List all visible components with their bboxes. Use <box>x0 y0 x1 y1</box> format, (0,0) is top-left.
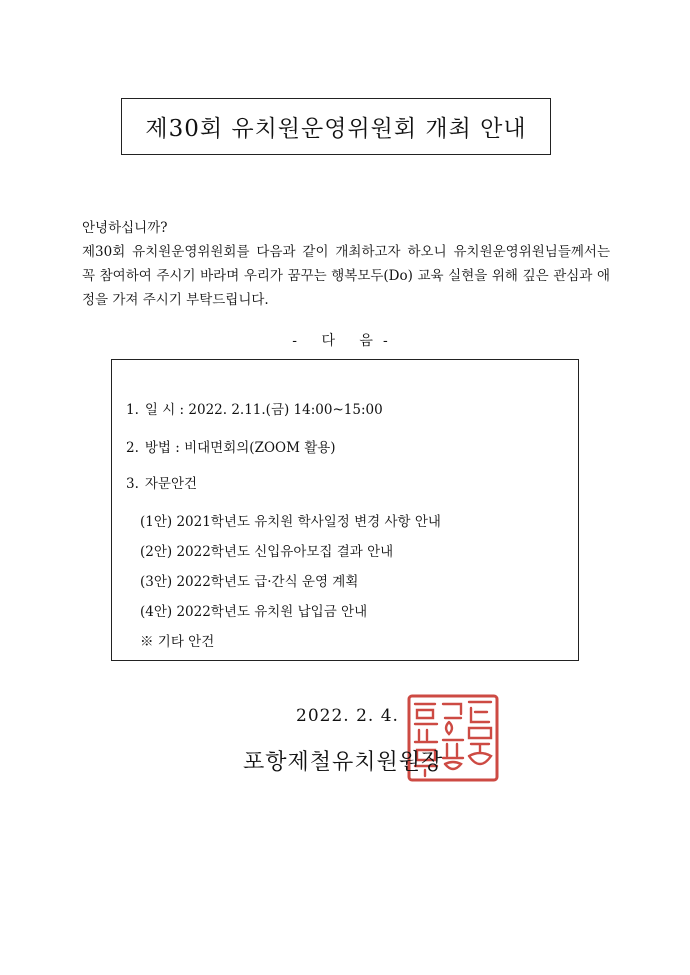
document-date: 2022. 2. 4. <box>296 706 399 726</box>
agenda-item-2: (2안) 2022학년도 신입유아모집 결과 안내 <box>140 544 394 560</box>
agenda-item-other: ※ 기타 안건 <box>140 634 215 650</box>
item-number: 2. <box>126 440 139 456</box>
item-number: 3. <box>126 476 139 492</box>
agenda-item-1: (1안) 2021학년도 유치원 학사일정 변경 사항 안내 <box>140 514 441 530</box>
agenda-item-3: (3안) 2022학년도 급·간식 운영 계획 <box>140 574 359 590</box>
details-item-agenda <box>126 472 197 492</box>
details-item-datetime <box>126 398 383 418</box>
item-text: 방법 : 비대면회의(ZOOM 활용) <box>144 440 336 456</box>
document-title-box <box>121 98 551 155</box>
item-text: 일 시 : 2022. 2.11.(금) 14:00~15:00 <box>144 402 383 418</box>
agenda-item-4: (4안) 2022학년도 유치원 납입금 안내 <box>140 604 368 620</box>
document-title: 제30회 유치원운영위원회 개최 안내 <box>145 116 527 142</box>
details-item-method <box>126 436 336 456</box>
section-heading: - 다 음- <box>292 333 398 349</box>
signer-name: 포항제철유치원원장 <box>243 750 444 775</box>
item-text: 자문안건 <box>144 476 198 492</box>
intro-section <box>82 216 610 312</box>
item-number: 1. <box>126 402 139 418</box>
intro-body-text: 제30회 유치원운영위원회를 다음과 같이 개최하고자 하오니 유치원운영위원님들께서는 꼭 참여하여 주시기 바라며 우리가 꿈꾸는 행복모두(Do) 교육 실현을 위해 깊은 관심과 애정을 가져 주시기 부탁드립니다. <box>82 244 610 308</box>
details-box <box>111 359 579 661</box>
greeting-text: 안녕하십니까? <box>82 220 168 236</box>
